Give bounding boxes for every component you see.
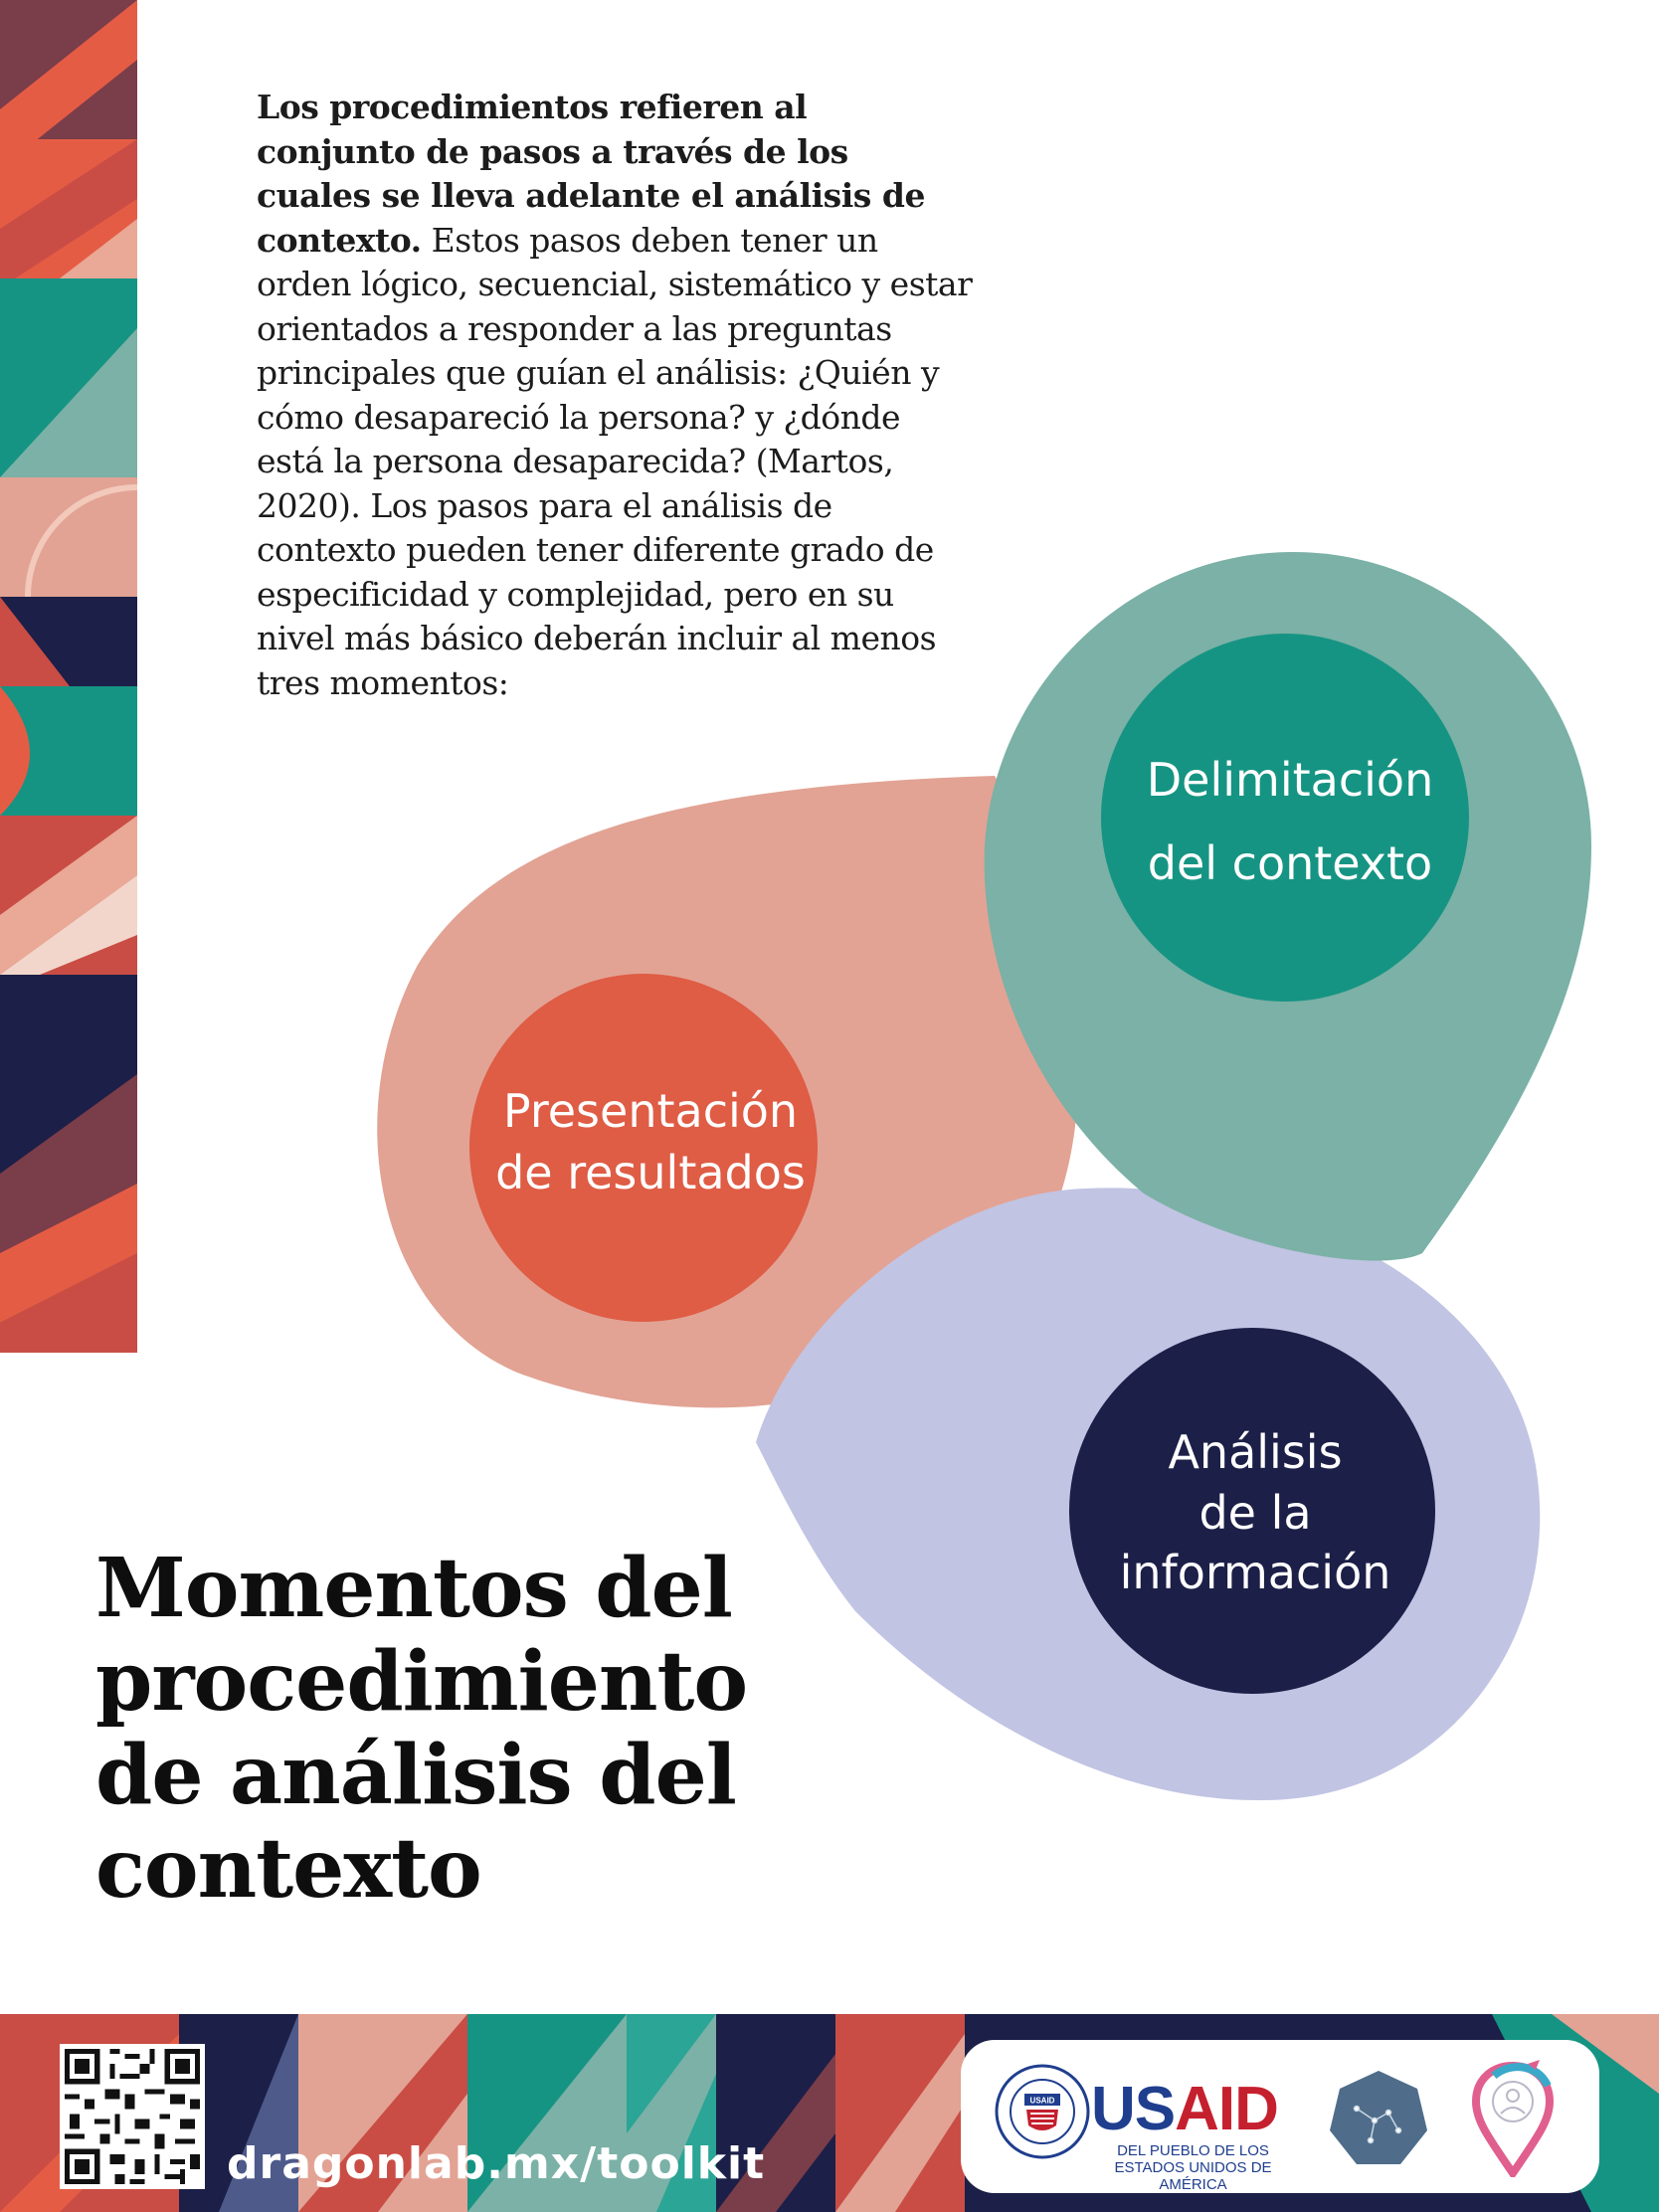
presentacion-label-line1: Presentación [502,1084,799,1138]
delimitacion-circle [1101,634,1469,1002]
location-pin-logo [1470,2060,1556,2177]
analisis-label-line2: de la [1198,1486,1312,1540]
intro-regular-text: Estos pasos deben tener un orden lógico, secuencial, sistemático y estar orientados a responder a las preguntas principales que guían el análisis: ¿Quién y cómo desapareció la persona? y ¿dónde está la persona desaparecida? (Martos, 2020). Los pasos para el análisis de contexto pueden tener diferente grado de especificidad y complejidad, pero en su nivel más básico deberán incluir al menos tres momentos: [257,220,973,702]
delimitacion-label-line2: del contexto [1147,836,1433,890]
footer-url-link[interactable]: dragonlab.mx/toolkit [227,2138,766,2189]
delimitacion-label-line1: Delimitación [1146,753,1434,807]
qr-code[interactable] [60,2044,205,2189]
analisis-label-line1: Análisis [1168,1425,1343,1479]
analisis-label-line3: información [1119,1546,1391,1599]
usaid-seal-text: USAID [1029,2096,1055,2106]
constellation-logo [1327,2069,1430,2172]
page-title: Momentos del procedimiento de análisis del contexto [95,1541,748,1917]
presentacion-label-line2: de resultados [495,1146,806,1199]
usaid-seal-logo [995,2064,1090,2159]
usaid-wordmark-aid: AID [1175,2075,1278,2143]
intro-bold-text: Los procedimientos refieren al conjunto de pasos a través de los cuales se lleva adelante el análisis de contexto. [257,88,925,260]
usaid-wordmark-us: US [1091,2075,1176,2143]
usaid-tagline: DEL PUEBLO DE LOS ESTADOS UNIDOS DE AMÉRICA [1114,2142,1272,2193]
usaid-wordmark [1091,2075,1278,2143]
